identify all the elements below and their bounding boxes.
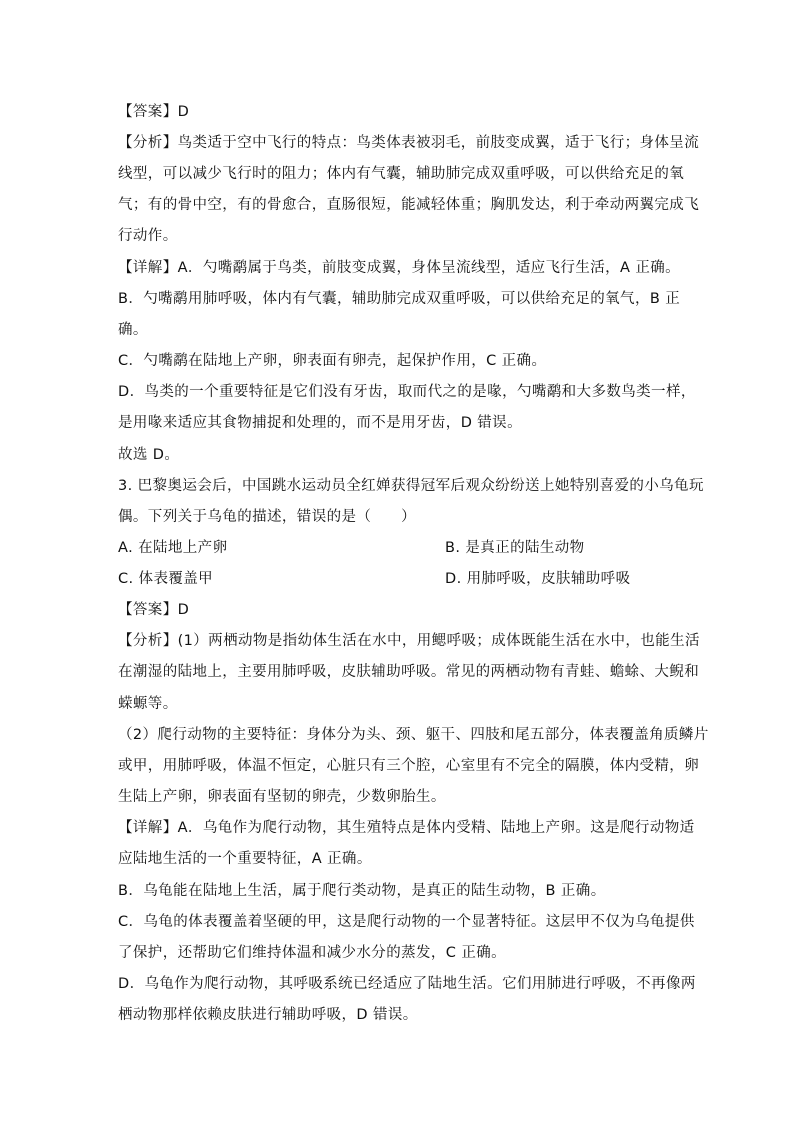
detail-line: B．乌龟能在陆地上生活，属于爬行类动物，是真正的陆生动物，B 正确。	[118, 883, 606, 899]
analysis-line: （2）爬行动物的主要特征：身体分为头、颈、躯干、四肢和尾五部分，体表覆盖角质鳞片	[118, 727, 709, 743]
answer-line: 【答案】D	[118, 602, 190, 618]
detail-line: 确。	[118, 322, 148, 338]
option-d: D. 用肺呼吸，皮肤辅助呼吸	[445, 571, 631, 587]
question-stem: 3. 巴黎奥运会后，中国跳水运动员全红婵获得冠军后观众纷纷送上她特别喜爱的小乌龟玩	[118, 478, 704, 494]
detail-line: 栖动物那样依赖皮肤进行辅助呼吸，D 错误。	[118, 1007, 418, 1023]
analysis-line: 【分析】鸟类适于空中飞行的特点：鸟类体表被羽毛，前肢变成翼，适于飞行；身体呈流	[118, 135, 700, 151]
detail-line: 是用喙来适应其食物捕捉和处理的，而不是用牙齿，D 错误。	[118, 415, 522, 431]
answer-line: 【答案】D	[118, 104, 190, 120]
analysis-line: 在潮湿的陆地上，主要用肺呼吸，皮肤辅助呼吸。常见的两栖动物有青蛙、蟾蜍、大鲵和	[118, 664, 700, 680]
detail-line: 应陆地生活的一个重要特征，A 正确。	[118, 851, 372, 867]
conclusion-line: 故选 D。	[118, 447, 180, 463]
option-c: C. 体表覆盖甲	[118, 571, 214, 587]
analysis-line: 线型，可以减少飞行时的阻力；体内有气囊，辅助肺完成双重呼吸，可以供给充足的氧	[118, 166, 685, 182]
analysis-line: 蝾螈等。	[118, 696, 178, 712]
analysis-line: 或甲，用肺呼吸，体温不恒定，心脏只有三个腔，心室里有不完全的隔膜，体内受精，卵	[118, 758, 700, 774]
detail-line: D．鸟类的一个重要特征是它们没有牙齿，取而代之的是喙，勺嘴鹬和大多数鸟类一样，	[118, 384, 696, 400]
detail-line: B．勺嘴鹬用肺呼吸，体内有气囊，辅助肺完成双重呼吸，可以供给充足的氧气，B 正	[118, 291, 681, 307]
detail-line: 【详解】A．勺嘴鹬属于鸟类，前肢变成翼，身体呈流线型，适应飞行生活，A 正确。	[118, 260, 681, 276]
detail-line: C．乌龟的体表覆盖着坚硬的甲，这是爬行动物的一个显著特征。这层甲不仅为乌龟提供	[118, 914, 695, 930]
detail-line: 了保护，还帮助它们维持体温和减少水分的蒸发，C 正确。	[118, 945, 507, 961]
detail-line: 【详解】A．乌龟作为爬行动物，其生殖特点是体内受精、陆地上产卵。这是爬行动物适	[118, 820, 695, 836]
analysis-line: 行动作。	[118, 228, 178, 244]
analysis-line: 【分析】(1）两栖动物是指幼体生活在水中，用鳃呼吸；成体既能生活在水中，也能生活	[118, 633, 700, 649]
detail-line: C．勺嘴鹬在陆地上产卵，卵表面有卵壳，起保护作用，C 正确。	[118, 353, 547, 369]
analysis-line: 气；有的骨中空，有的骨愈合，直肠很短，能减轻体重；胸肌发达，利于牵动两翼完成飞	[118, 197, 700, 213]
detail-line: D．乌龟作为爬行动物，其呼吸系统已经适应了陆地生活。它们用肺进行呼吸，不再像两	[118, 976, 696, 992]
question-stem: 偶。下列关于乌龟的描述，错误的是（ ）	[118, 509, 416, 525]
option-a: A. 在陆地上产卵	[118, 540, 228, 556]
analysis-line: 生陆上产卵，卵表面有坚韧的卵壳，少数卵胎生。	[118, 789, 446, 805]
option-b: B. 是真正的陆生动物	[445, 540, 585, 556]
